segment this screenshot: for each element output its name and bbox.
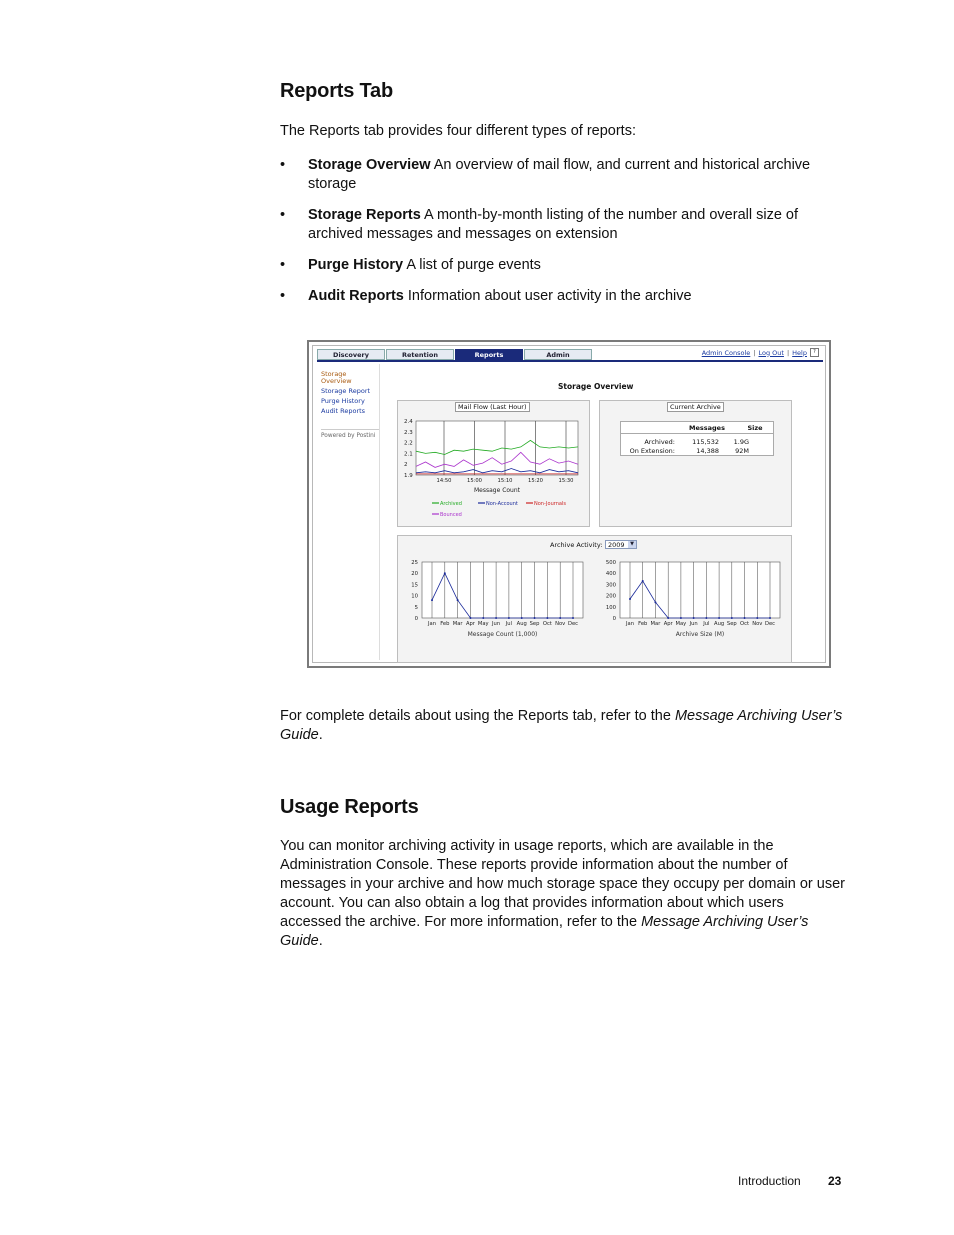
y-tick-label: 15 [411, 582, 418, 589]
y-tick-label: 2.1 [404, 451, 413, 458]
data-point [534, 617, 536, 619]
section-title-reports-tab: Reports Tab [280, 80, 393, 102]
current-archive-panel [599, 400, 792, 527]
chevron-down-icon[interactable]: ▼ [628, 541, 636, 548]
data-point [495, 617, 497, 619]
data-point [431, 599, 433, 601]
x-tick-label: Nov [752, 621, 763, 627]
y-tick-label: 0 [414, 616, 418, 622]
body-text: You can monitor archiving activity in usage reports, which are available in the Administration Console. These reports provide information about the number of messages in your archive and how much storage space they occupy per domain or user account. You can also obtain a log that provides information about which users accessed the archive. For more information, refer to the [280, 838, 845, 930]
x-tick-label: Aug [516, 621, 527, 627]
legend-label: Archived [440, 501, 462, 507]
data-point [744, 617, 746, 619]
reports-outro [280, 707, 845, 745]
top-links [702, 348, 819, 357]
y-tick-label: 1.9 [404, 473, 413, 479]
y-tick-label: 300 [605, 582, 616, 589]
sidebar-item-storage-overview[interactable]: Storage Overview [321, 370, 352, 385]
plot-area [620, 562, 780, 618]
bullet-dot: • [280, 257, 286, 273]
y-tick-label: 2.4 [404, 419, 413, 425]
bullet-audit-reports [280, 287, 845, 307]
data-point [756, 617, 758, 619]
x-axis-label: Message Count [473, 487, 521, 494]
section-title-usage-reports: Usage Reports [280, 796, 419, 818]
table-row [621, 437, 773, 446]
y-tick-label: 400 [605, 571, 616, 578]
x-tick-label: 14:50 [436, 478, 452, 484]
x-tick-label: Jun [492, 621, 501, 627]
row-messages: 14,388 [696, 446, 719, 455]
archive-year-value: 2009 [608, 541, 625, 549]
table-row [621, 446, 773, 455]
powered-by: Powered by Postini [321, 429, 379, 439]
x-tick-label: 15:30 [558, 478, 574, 484]
sidebar-item-audit-reports[interactable]: Audit Reports [321, 407, 366, 415]
row-size: 1.9G [733, 437, 749, 446]
usage-reports-body [280, 837, 845, 951]
tab-reports[interactable]: Reports [455, 349, 523, 360]
bullet-text: Information about user activity in the archive [403, 288, 692, 304]
help-icon[interactable]: ? [810, 348, 819, 357]
footer-section: Introduction [738, 1174, 801, 1188]
data-point [693, 617, 695, 619]
y-tick-label: 2.2 [404, 440, 413, 447]
bullet-dot: • [280, 288, 286, 304]
page-number: 23 [828, 1174, 842, 1188]
table-header [621, 422, 773, 434]
log-out-link[interactable]: Log Out [758, 348, 784, 357]
x-tick-label: Apr [663, 621, 673, 627]
x-tick-label: Feb [638, 621, 648, 627]
help-link[interactable]: Help [792, 348, 807, 357]
x-tick-label: Jan [428, 621, 436, 627]
data-point [629, 598, 631, 600]
sidebar-item-storage-report[interactable]: Storage Report [321, 387, 371, 395]
data-point [482, 617, 484, 619]
x-tick-label: Mar [452, 621, 463, 627]
x-tick-label: Mar [650, 621, 661, 627]
x-tick-label: May [675, 621, 687, 627]
x-axis-label: Message Count (1,000) [467, 631, 538, 638]
y-tick-label: 0 [612, 616, 616, 622]
body-guide-title: Message Archiving User’s Guide [280, 914, 809, 949]
x-tick-label: Sep [529, 621, 540, 627]
bullet-term: Audit Reports [308, 288, 404, 304]
x-tick-label: 15:00 [467, 478, 482, 484]
sidebar-item-purge-history[interactable]: Purge History [321, 397, 365, 405]
tab-retention[interactable]: Retention [386, 349, 454, 360]
outro-period: . [318, 727, 323, 743]
bullet-text: An overview of mail flow, and current and historical archive storage [308, 157, 811, 192]
bullet-text: A list of purge events [403, 257, 541, 273]
x-tick-label: 15:20 [528, 478, 543, 484]
data-point [769, 617, 771, 619]
data-point [444, 572, 446, 574]
data-point [731, 617, 733, 619]
archive-activity-panel [397, 535, 792, 663]
y-tick-label: 100 [605, 604, 616, 611]
data-point [667, 617, 669, 619]
row-size: 92M [735, 446, 749, 455]
bullet-storage-overview [280, 156, 845, 196]
legend-label: Non-Journals [534, 501, 566, 507]
x-tick-label: Feb [440, 621, 450, 627]
data-point [559, 617, 561, 619]
y-tick-label: 5 [414, 604, 418, 611]
y-tick-label: 2 [404, 462, 408, 469]
bullet-purge-history [280, 256, 845, 276]
link-separator: | [753, 348, 756, 357]
x-tick-label: Apr [465, 621, 475, 627]
data-point [718, 617, 720, 619]
y-tick-label: 500 [605, 560, 616, 566]
link-separator: | [786, 348, 790, 357]
bullet-dot: • [280, 157, 286, 173]
data-point [521, 617, 523, 619]
x-tick-label: Jun [689, 621, 698, 627]
x-tick-label: May [477, 621, 489, 627]
bullet-term: Purge History [308, 257, 404, 273]
x-tick-label: Dec [764, 621, 776, 627]
x-tick-label: Sep [726, 621, 737, 627]
data-point [457, 599, 459, 601]
storage-overview-title: Storage Overview [558, 382, 634, 391]
data-point [546, 617, 548, 619]
bullet-storage-reports [280, 206, 845, 246]
tab-bar [317, 349, 593, 360]
archive-activity-charts [398, 536, 791, 662]
outro-text: For complete details about using the Reports tab, refer to the [280, 708, 675, 724]
x-tick-label: Jul [505, 621, 513, 627]
tab-underline [317, 360, 823, 362]
plot-area [422, 562, 583, 618]
bullet-term: Storage Overview [308, 157, 431, 173]
body-period: . [318, 933, 323, 949]
admin-console-link[interactable]: Admin Console [701, 348, 751, 357]
tab-discovery[interactable]: Discovery [317, 349, 385, 360]
current-archive-table [620, 421, 774, 456]
data-point [705, 617, 707, 619]
mail-flow-chart [398, 401, 589, 526]
data-point [469, 617, 471, 619]
reports-intro: The Reports tab provides four different types of reports: [280, 123, 636, 139]
x-tick-label: Nov [555, 621, 566, 627]
x-tick-label: Oct [542, 621, 552, 627]
x-tick-label: Aug [714, 621, 725, 627]
reports-screenshot [307, 340, 831, 668]
outro-guide-title: Message Archiving User’s Guide [280, 708, 843, 743]
x-axis-label: Archive Size (M) [675, 631, 725, 638]
legend-label: Bounced [440, 512, 462, 518]
x-tick-label: Dec [567, 621, 579, 627]
y-tick-label: 10 [411, 593, 418, 600]
reports-sidebar [317, 364, 380, 660]
header-size: Size [747, 423, 763, 432]
current-archive-label: Current Archive [667, 402, 724, 412]
data-point [680, 617, 682, 619]
archive-activity-label: Archive Activity: [550, 541, 603, 549]
x-tick-label: 15:10 [497, 478, 513, 484]
tab-admin[interactable]: Admin [524, 349, 592, 360]
plot-area [416, 421, 578, 475]
y-tick-label: 20 [411, 571, 418, 578]
row-label: Archived: [644, 437, 675, 446]
mail-flow-panel [397, 400, 590, 527]
data-point [642, 580, 644, 582]
y-tick-label: 200 [605, 593, 616, 600]
bullet-term: Storage Reports [308, 207, 421, 223]
data-point [508, 617, 510, 619]
data-point [572, 617, 574, 619]
y-tick-label: 25 [411, 560, 418, 566]
x-tick-label: Jul [703, 621, 710, 627]
legend-label: Non-Account [486, 501, 518, 507]
bullet-dot: • [280, 207, 286, 223]
mail-flow-label: Mail Flow (Last Hour) [455, 402, 530, 412]
x-tick-label: Oct [740, 621, 750, 627]
row-messages: 115,532 [692, 437, 719, 446]
data-point [654, 601, 656, 603]
bullet-text: A month-by-month listing of the number and overall size of archived messages and messages on extension [308, 207, 799, 242]
x-tick-label: Jan [626, 621, 634, 627]
header-messages: Messages [689, 423, 725, 432]
row-label: On Extension: [629, 446, 675, 455]
y-tick-label: 2.3 [404, 429, 413, 436]
